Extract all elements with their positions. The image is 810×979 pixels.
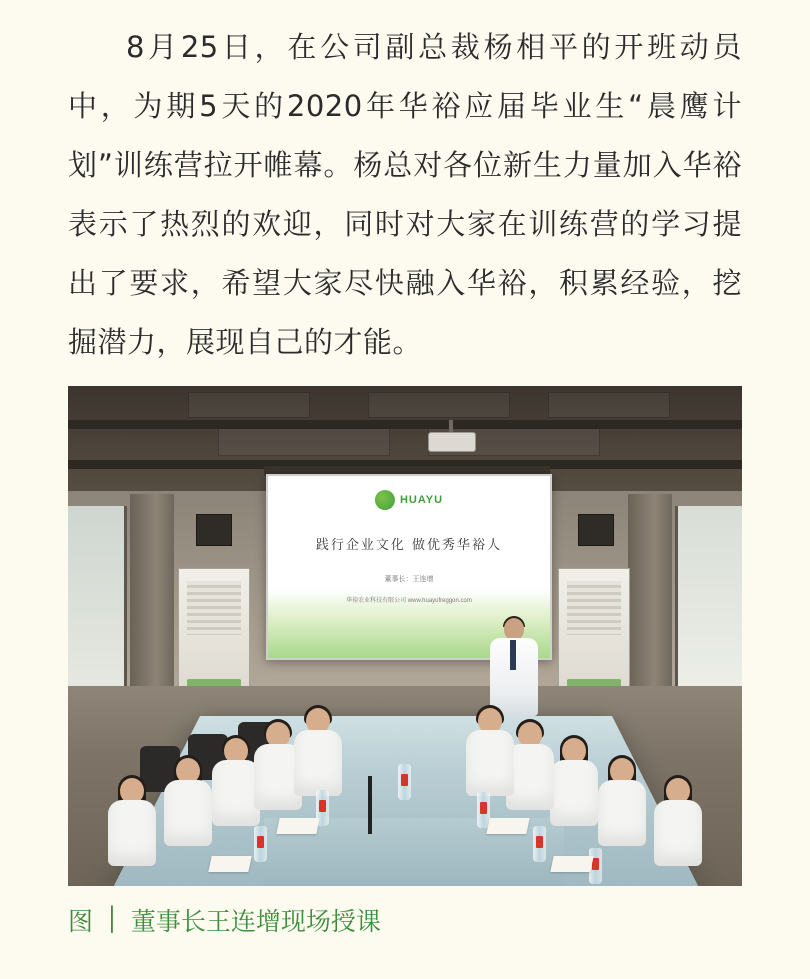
presenter-tie bbox=[510, 640, 516, 670]
body bbox=[654, 800, 702, 866]
body bbox=[294, 730, 342, 796]
speaker bbox=[578, 514, 614, 546]
projector bbox=[428, 432, 476, 452]
wall-column-left bbox=[130, 494, 174, 704]
caption-text: 董事长王连增现场授课 bbox=[130, 907, 381, 936]
attendee bbox=[650, 778, 706, 870]
caption-separator: │ bbox=[105, 907, 119, 933]
attendee bbox=[462, 708, 518, 800]
ceiling-beam bbox=[68, 420, 742, 429]
body bbox=[598, 780, 646, 846]
ac-grill bbox=[567, 581, 621, 635]
attendee bbox=[290, 708, 346, 800]
slide-logo-text: HUAYU bbox=[399, 494, 444, 506]
ac-grill bbox=[187, 581, 241, 635]
leaf-icon bbox=[375, 490, 395, 510]
ceiling-panel bbox=[188, 392, 310, 418]
window-left bbox=[68, 506, 127, 706]
body bbox=[164, 780, 212, 846]
attendee bbox=[104, 778, 160, 870]
presenter-head bbox=[504, 618, 524, 640]
caption-label: 图 bbox=[68, 907, 94, 936]
attendee bbox=[594, 758, 650, 850]
water-bottle bbox=[398, 764, 411, 800]
notepad bbox=[208, 856, 251, 872]
notepad bbox=[486, 818, 529, 834]
article-paragraph: 8月25日，在公司副总裁杨相平的开班动员中，为期5天的2020年华裕应届毕业生“晨鹰计划”训练营拉开帷幕。杨总对各位新生力量加入华裕表示了热烈的欢迎，同时对大家在训练营的学习提出了要求，希望大家尽快融入华裕，积累经验，挖掘潜力，展现自己的才能。 bbox=[68, 30, 742, 359]
training-photo bbox=[68, 386, 742, 886]
article-body bbox=[0, 0, 810, 372]
slide-title: 践行企业文化 做优秀华裕人 bbox=[315, 538, 503, 553]
figure-caption bbox=[0, 902, 810, 938]
wall-column-right bbox=[628, 494, 672, 704]
ceiling-panel bbox=[368, 392, 510, 418]
ceiling-panel bbox=[548, 392, 670, 418]
speaker bbox=[196, 514, 232, 546]
figure-container bbox=[0, 386, 810, 886]
slide-footer: 华裕农业科技有限公司 www.huayufreggon.com bbox=[346, 598, 472, 604]
notepad bbox=[550, 856, 593, 872]
ceiling-panel bbox=[218, 428, 390, 456]
notepad bbox=[276, 818, 319, 834]
body bbox=[108, 800, 156, 866]
water-bottle bbox=[254, 826, 267, 862]
body bbox=[466, 730, 514, 796]
water-bottle bbox=[533, 826, 546, 862]
microphone-stand bbox=[368, 776, 372, 834]
slide-logo bbox=[375, 490, 443, 510]
slide-presenter: 董事长：王连增 bbox=[384, 576, 434, 583]
